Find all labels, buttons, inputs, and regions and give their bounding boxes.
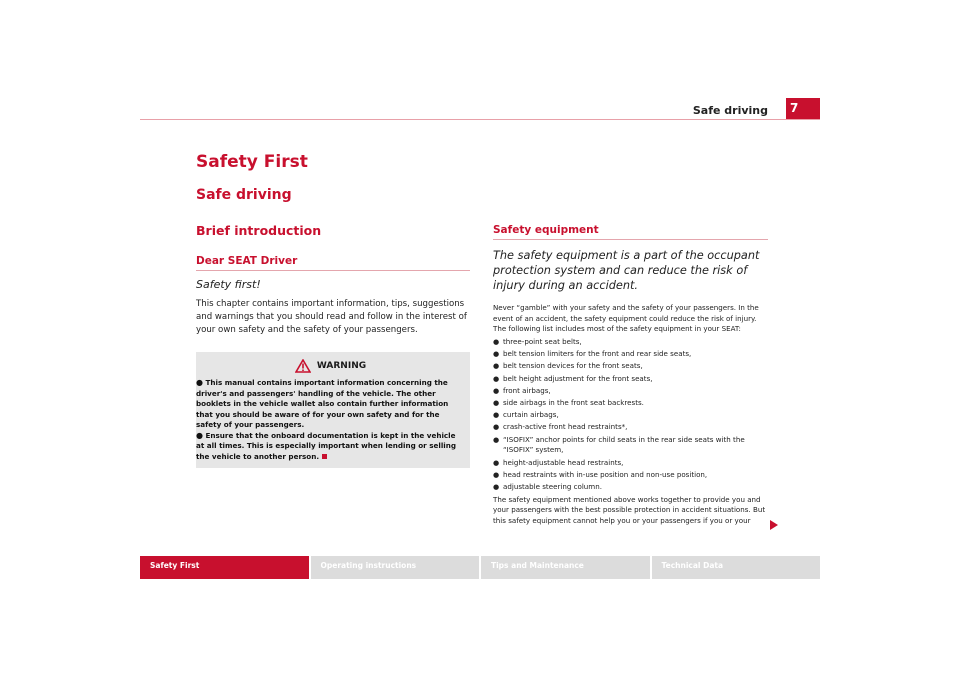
bullet-icon: ● [493, 337, 500, 347]
bullet-icon: ● [196, 430, 203, 440]
header-rule [140, 119, 820, 120]
tab-tips-and-maintenance[interactable]: Tips and Maintenance [481, 556, 650, 579]
running-header-title: Safe driving [692, 104, 768, 117]
list-item: ● side airbags in the front seat backrests. [493, 398, 644, 408]
warning-item: ● This manual contains important information concerning the driver's and passengers' handling of the vehicle. The other booklets in the vehicle wallet also contain further information that you should be aware of for your own safety and for the safety of your passengers. [196, 378, 449, 429]
bullet-icon: ● [493, 481, 500, 491]
list-item: ● crash-active front head restraints*, [493, 422, 628, 432]
list-item: ● height-adjustable head restraints, [493, 457, 624, 467]
equipment-outro-paragraph: The safety equipment mentioned above works together to provide you and your passengers with the best possible protection in accident situations. But this safety equipment cannot help you or your passengers if you or your [493, 494, 766, 526]
equipment-intro-paragraph: Never “gamble” with your safety and the safety of your passengers. In the event of an accident, the safety equipment could reduce the risk of injury. The following list includes most of the safety equipment in your SEAT: [493, 303, 759, 334]
bullet-icon: ● [493, 469, 500, 479]
bullet-icon: ● [493, 349, 500, 359]
bullet-icon: ● [493, 457, 500, 467]
bullet-icon: ● [493, 398, 500, 408]
dear-driver-subheading: Dear SEAT Driver [196, 255, 470, 271]
intro-heading: Brief introduction [196, 223, 322, 238]
right-column [493, 224, 768, 527]
tab-technical-data[interactable]: Technical Data [652, 556, 821, 579]
list-item: ● adjustable steering column. [493, 481, 602, 491]
tab-operating-instructions[interactable]: Operating instructions [311, 556, 480, 579]
warning-title [196, 359, 465, 373]
list-item: ● three-point seat belts, [493, 337, 582, 347]
safety-equipment-subheading: Safety equipment [493, 224, 768, 240]
list-item: ● belt tension limiters for the front and rear side seats, [493, 349, 692, 359]
bullet-icon: ● [493, 434, 500, 444]
continue-arrow-icon[interactable] [770, 520, 778, 530]
bullet-icon: ● [493, 385, 500, 395]
bullet-icon: ● [196, 378, 203, 387]
footer-nav [140, 556, 820, 579]
intro-paragraph: This chapter contains important information, tips, suggestions and warnings that you should read and follow in the interest of your own safety and the safety of your passengers. [196, 299, 467, 335]
page-number-badge: 7 [786, 98, 820, 119]
safety-first-lead: Safety first! [196, 278, 261, 291]
warning-title-text: WARNING [316, 361, 367, 371]
section-end-icon [322, 454, 327, 459]
equipment-list [493, 337, 768, 493]
list-item: ● belt tension devices for the front seats, [493, 361, 643, 371]
list-item: ● “ISOFIX” anchor points for child seats in the rear side seats with the “ISOFIX” system, [493, 434, 745, 455]
chapter-heading: Safe driving [196, 187, 292, 203]
left-column [196, 255, 470, 468]
safety-equipment-lead: The safety equipment is a part of the occupant protection system and can reduce the risk of injury during an accident. [493, 249, 760, 292]
list-item: ● head restraints with in-use position and non-use position, [493, 469, 708, 479]
warning-box [196, 352, 470, 468]
warning-triangle-icon [295, 359, 311, 373]
bullet-icon: ● [493, 361, 500, 371]
tab-safety-first[interactable]: Safety First [140, 556, 309, 579]
list-item: ● belt height adjustment for the front seats, [493, 373, 653, 383]
section-heading: Safety First [196, 152, 308, 172]
bullet-icon: ● [493, 373, 500, 383]
warning-item: ● Ensure that the onboard documentation is kept in the vehicle at all times. This is especially important when lending or selling the vehicle to another person. [196, 430, 457, 461]
list-item: ● front airbags, [493, 385, 551, 395]
bullet-icon: ● [493, 422, 500, 432]
bullet-icon: ● [493, 410, 500, 420]
list-item: ● curtain airbags, [493, 410, 559, 420]
